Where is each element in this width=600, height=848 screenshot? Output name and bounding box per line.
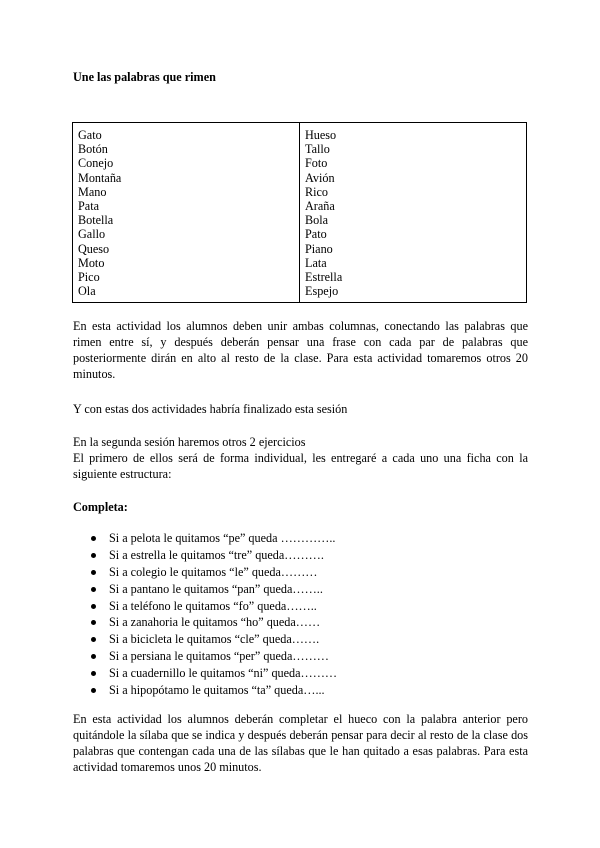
- list-item-text: Si a colegio le quitamos “le” queda………: [109, 564, 318, 579]
- first-exercise-description: El primero de ellos será de forma individual, les entregaré a cada uno una ficha con la siguiente estructura:: [73, 451, 528, 481]
- right-word: Piano: [305, 241, 333, 256]
- list-item-text: Si a pelota le quitamos “pe” queda …………..: [109, 531, 336, 545]
- right-word: Bola: [305, 213, 329, 228]
- bullet-icon: [91, 604, 96, 609]
- left-word: Moto: [78, 255, 105, 270]
- list-item: [73, 631, 337, 648]
- list-item: [73, 665, 337, 682]
- list-item: [73, 598, 337, 615]
- left-word: Queso: [78, 241, 110, 256]
- left-word: Gallo: [78, 227, 106, 242]
- list-item-text: Si a bicicleta le quitamos “cle” queda…….: [109, 632, 320, 647]
- left-word: Montaña: [78, 170, 122, 185]
- left-word: Mano: [78, 184, 107, 199]
- bullet-icon: [91, 671, 96, 676]
- completa-list: [73, 530, 337, 699]
- right-word: Espejo: [305, 284, 339, 299]
- list-item-text: Si a persiana le quitamos “per” queda………: [109, 649, 329, 664]
- rhyme-table: [72, 122, 527, 303]
- left-word-list: [78, 128, 294, 298]
- list-item: [73, 648, 337, 665]
- right-word: Tallo: [305, 142, 330, 157]
- list-item-text: Si a teléfono le quitamos “fo” queda……..: [109, 598, 317, 613]
- bullet-icon: [91, 637, 96, 642]
- list-item-text: Si a estrella le quitamos “tre” queda……….: [109, 547, 324, 562]
- list-item: [73, 564, 337, 581]
- right-word: Pato: [305, 227, 327, 242]
- list-item: [73, 547, 337, 564]
- right-word-list: [305, 128, 521, 298]
- right-word: Araña: [305, 198, 335, 213]
- bullet-icon: [91, 620, 96, 625]
- table-row: [73, 123, 527, 303]
- left-word: Botón: [78, 142, 108, 157]
- list-item-text: Si a hipopótamo le quitamos “ta” queda…...: [109, 683, 325, 698]
- list-item: [73, 530, 337, 547]
- right-word: Avión: [305, 170, 335, 185]
- bullet-icon: [91, 688, 96, 693]
- bullet-icon: [91, 553, 96, 558]
- right-column-cell: [300, 123, 527, 303]
- list-item: [73, 614, 337, 631]
- second-session-intro: En la segunda sesión haremos otros 2 ejercicios: [73, 435, 306, 449]
- bullet-icon: [91, 536, 96, 541]
- session-end-note: Y con estas dos actividades habría finalizado esta sesión: [73, 402, 348, 416]
- left-word: Gato: [78, 128, 102, 142]
- bullet-icon: [91, 570, 96, 575]
- activity-description-1: En esta actividad los alumnos deben unir ambas columnas, conectando las palabras que rimen entre sí, y después deberán pensar una frase con cada par de palabras que posteriormente dirán en alto al resto de la clase. Para esta actividad tomaremos otros 20 minutos.: [73, 319, 528, 381]
- list-item-text: Si a zanahoria le quitamos “ho” queda……: [109, 615, 321, 630]
- left-word: Conejo: [78, 156, 114, 171]
- left-column-cell: [73, 123, 300, 303]
- bullet-icon: [91, 587, 96, 592]
- list-item: [73, 581, 337, 598]
- right-word: Lata: [305, 255, 327, 270]
- activity-description-2: En esta actividad los alumnos deberán completar el hueco con la palabra anterior pero quitándole la sílaba que se indica y después deberán pensar para decir al resto de la clase dos palabras que contengan cada una de las sílabas que le han quitado a esas palabras. Para esta actividad tomaremos unos 20 minutos.: [73, 712, 528, 774]
- left-word: Pata: [78, 198, 99, 213]
- right-word: Estrella: [305, 269, 343, 284]
- list-item: [73, 682, 337, 699]
- bullet-icon: [91, 654, 96, 659]
- right-word: Hueso: [305, 128, 337, 142]
- left-word: Ola: [78, 284, 96, 299]
- left-word: Pico: [78, 269, 100, 284]
- right-word: Rico: [305, 184, 329, 199]
- list-item-text: Si a cuadernillo le quitamos “ni” queda………: [109, 666, 338, 681]
- left-word: Botella: [78, 213, 114, 228]
- right-word: Foto: [305, 156, 328, 171]
- page-title: Une las palabras que rimen: [73, 70, 216, 84]
- completa-heading: Completa:: [73, 500, 128, 514]
- list-item-text: Si a pantano le quitamos “pan” queda……..: [109, 581, 323, 596]
